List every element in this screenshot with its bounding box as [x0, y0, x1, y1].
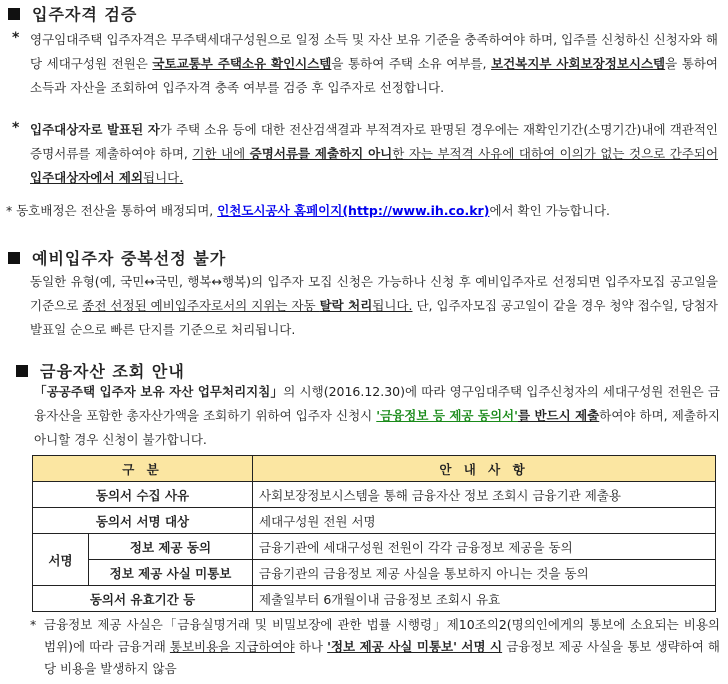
mohw-system-name: 보건복지부 사회보장정보시스템 — [491, 56, 666, 71]
paragraph-duplicate: 동일한 유형(예, 국민↔국민, 행복↔행복)의 입주자 모집 신청은 가능하나 신청 후 예비입주자로 선정되면 입주자모집 공고일을 기준으로 종전 선정된 예비입주자로서의 지위는 자동 탈락 처리됩니다. 단, 입주자모집 공고일이 같을 경우 청약 접수일, 당첨자 발표일 순으로 빠른 단지를 기준으로 처리됩니다. — [30, 274, 719, 337]
table-row: 정보 제공 사실 미통보 금융기관의 금융정보 제공 사실을 통보하지 아니는 것을 동의 — [33, 560, 716, 586]
paragraph-unit-assignment: * 동호배정은 전산을 통하여 배정되며, 인천도시공사 홈페이지(http://www.ih.co.kr)에서 확인 가능합니다. — [6, 203, 611, 218]
financial-note: * 금융정보 제공 사실은「금융실명거래 및 비밀보장에 관한 법률 시행령」제10조의2(명의인에게의 통보에 소요되는 비용의 범위)에 따라 금융거래 통보비용을 지급하여야 하나 '정보 제공 사실 미통보' 서명 시 금융정보 제공 사실을 통보 생략하여 해당 비용을 발생하지 않음 — [30, 617, 720, 676]
square-bullet-icon — [8, 252, 20, 264]
signature-group-cell: 서명 — [33, 534, 89, 586]
asterisk-bullet: * — [12, 30, 20, 46]
table-header-row: 구 분 안 내 사 항 — [33, 456, 716, 482]
table-row: 동의서 서명 대상 세대구성원 전원 서명 — [33, 508, 716, 534]
square-bullet-icon — [16, 365, 28, 377]
molit-system-name: 국토교통부 주택소유 확인시스템 — [152, 56, 332, 71]
table-row: 동의서 수집 사유 사회보장정보시스템을 통해 금융자산 정보 조회시 금융기관 제출용 — [33, 482, 716, 508]
section-heading-duplicate — [8, 246, 226, 269]
consent-table — [32, 455, 716, 612]
section-heading-financial — [16, 359, 185, 382]
section-heading-eligibility — [8, 2, 137, 25]
table-row: 동의서 유효기간 등 제출일부터 6개월이내 금융정보 조회시 유효 — [33, 586, 716, 612]
consent-form-name: '금융정보 등 제공 동의서' — [376, 408, 518, 423]
asterisk-bullet: * — [12, 120, 20, 136]
ih-homepage-link[interactable]: 인천도시공사 홈페이지(http://www.ih.co.kr) — [217, 203, 490, 218]
table-row: 서명 정보 제공 동의 금융기관에 세대구성원 전원이 각각 금융정보 제공을 동의 — [33, 534, 716, 560]
section-title: 입주자격 검증 — [32, 5, 138, 24]
square-bullet-icon — [8, 8, 20, 20]
paragraph-financial: 「공공주택 입주자 보유 자산 업무처리지침」의 시행(2016.12.30)에 따라 영구임대주택 입주신청자의 세대구성원 전원은 금융자산을 포함한 총자산가액을 조회하기 위하여 입주자 신청시 '금융정보 등 제공 동의서'를 반드시 제출하여야 하며, 제출하지 아니할 경우 신청이 불가합니다. — [34, 384, 720, 447]
paragraph-verification: * 입주대상자로 발표된 자가 주택 소유 등에 대한 전산검색결과 부적격자로 판명된 경우에는 재확인기간(소명기간)내에 객관적인 증명서류를 제출하여야 하며, 기한 내에 증명서류를 제출하지 아니한 자는 부적격 사유에 대하여 이의가 없는 것으로 간주되어 입주대상자에서 제외됩니다. — [12, 120, 719, 185]
paragraph-eligibility: * 영구임대주택 입주자격은 무주택세대구성원으로 일정 소득 및 자산 보유 기준을 충족하여야 하며, 입주를 신청하신 신청자와 해당 세대구성원 전원은 국토교통부 주택소유 확인시스템을 통하여 주택 소유 여부를, 보건복지부 사회보장정보시스템을 통하여 소득과 자산을 조회하여 입주자격 충족 여부를 검증 후 입주자로 선정합니다. — [12, 30, 718, 95]
section-title: 예비입주자 중복선정 불가 — [32, 249, 227, 268]
section-title: 금융자산 조회 안내 — [40, 362, 185, 381]
